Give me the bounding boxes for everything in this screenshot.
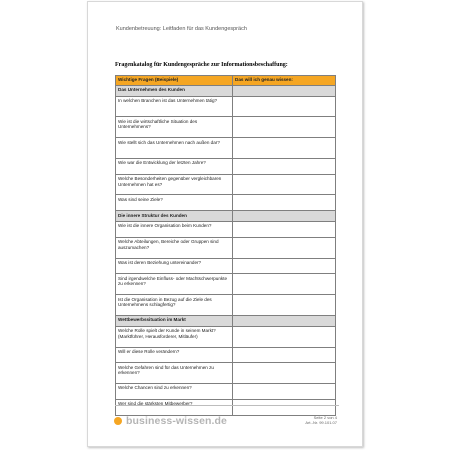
question-cell: Welche Chancen sind zu erkennen? xyxy=(116,384,233,400)
page-info xyxy=(305,415,337,425)
answer-cell[interactable] xyxy=(233,399,336,415)
answer-cell[interactable] xyxy=(233,347,336,363)
question-cell: Wie ist die innere Organisation beim Kunden? xyxy=(116,222,233,238)
answer-cell[interactable] xyxy=(233,222,336,238)
answer-cell[interactable] xyxy=(233,117,336,138)
question-row xyxy=(116,222,336,238)
answer-cell[interactable] xyxy=(233,195,336,211)
question-row xyxy=(116,384,336,400)
question-cell: Will er diese Rolle verändern? xyxy=(116,347,233,363)
footer-divider xyxy=(115,405,339,406)
answer-cell[interactable] xyxy=(233,138,336,159)
question-row xyxy=(116,195,336,211)
question-cell: Welche Abteilungen, Bereiche oder Gruppen sind auszumachen? xyxy=(116,237,233,258)
answer-cell[interactable] xyxy=(233,237,336,258)
question-cell: Wie stellt sich das Unternehmen nach außen dar? xyxy=(116,138,233,159)
question-row xyxy=(116,158,336,174)
section-title: Das Unternehmen des Kunden xyxy=(116,85,233,96)
answer-cell[interactable] xyxy=(233,363,336,384)
question-row xyxy=(116,174,336,195)
question-row xyxy=(116,326,336,347)
section-row xyxy=(116,85,336,96)
document-page xyxy=(87,1,363,447)
section-spacer xyxy=(233,211,336,222)
answer-cell[interactable] xyxy=(233,295,336,316)
question-cell: Wie war die Entwicklung der letzten Jahre? xyxy=(116,158,233,174)
page-number: Seite 2 von 4 xyxy=(313,415,337,420)
answer-cell[interactable] xyxy=(233,274,336,295)
question-cell: Welche Gefahren sind für das Unternehmen zu erkennen? xyxy=(116,363,233,384)
section-row xyxy=(116,211,336,222)
logo-dot-icon xyxy=(114,417,122,425)
section-spacer xyxy=(233,85,336,96)
brand-logo xyxy=(114,415,227,427)
question-cell: In welchen Branchen ist das Unternehmen tätig? xyxy=(116,96,233,117)
logo-text: business-wissen.de xyxy=(126,415,228,427)
answer-cell[interactable] xyxy=(233,384,336,400)
question-cell: Wer sind die stärksten Mitbewerber? xyxy=(116,399,233,415)
question-row xyxy=(116,138,336,159)
question-row xyxy=(116,295,336,316)
catalog-title: Fragenkatalog für Kundengespräche zur Informationsbeschaffung: xyxy=(115,62,288,68)
question-row xyxy=(116,237,336,258)
question-cell: Sind irgendwelche Einfluss- oder Machtschwerpunkte zu erkennen? xyxy=(116,274,233,295)
question-row xyxy=(116,117,336,138)
question-row xyxy=(116,274,336,295)
document-header: Kundenbetreuung: Leitfaden für das Kundengespräch xyxy=(116,26,247,32)
section-title: Die innere Struktur des Kunden xyxy=(116,211,233,222)
question-cell: Welche Besonderheiten gegenüber vergleichbaren Unternehmen hat es? xyxy=(116,174,233,195)
section-title: Wettbewerbssituation im Markt xyxy=(116,315,233,326)
column-header-questions: Wichtige Fragen (Beispiele) xyxy=(116,76,233,86)
answer-cell[interactable] xyxy=(233,326,336,347)
question-row xyxy=(116,258,336,274)
question-cell: Was sind seine Ziele? xyxy=(116,195,233,211)
table-header-row xyxy=(116,76,336,86)
answer-cell[interactable] xyxy=(233,96,336,117)
question-cell: Welche Rolle spielt der Kunde in seinem Markt? (Marktführer, Herausforderer, Mitläufer) xyxy=(116,326,233,347)
article-number: Art.-Nr. 99.101.07 xyxy=(305,420,337,426)
question-row xyxy=(116,399,336,415)
section-row xyxy=(116,315,336,326)
question-row xyxy=(116,96,336,117)
question-row xyxy=(116,347,336,363)
section-spacer xyxy=(233,315,336,326)
answer-cell[interactable] xyxy=(233,158,336,174)
question-cell: Ist die Organisation in Bezug auf die Ziele des Unternehmens schlagfertig? xyxy=(116,295,233,316)
question-row xyxy=(116,363,336,384)
column-header-answers: Das will ich genau wissen: xyxy=(233,76,336,86)
question-table xyxy=(115,75,336,416)
answer-cell[interactable] xyxy=(233,174,336,195)
question-cell: Wie ist die wirtschaftliche Situation des Unternehmens? xyxy=(116,117,233,138)
question-cell: Was ist deren Beziehung untereinander? xyxy=(116,258,233,274)
answer-cell[interactable] xyxy=(233,258,336,274)
